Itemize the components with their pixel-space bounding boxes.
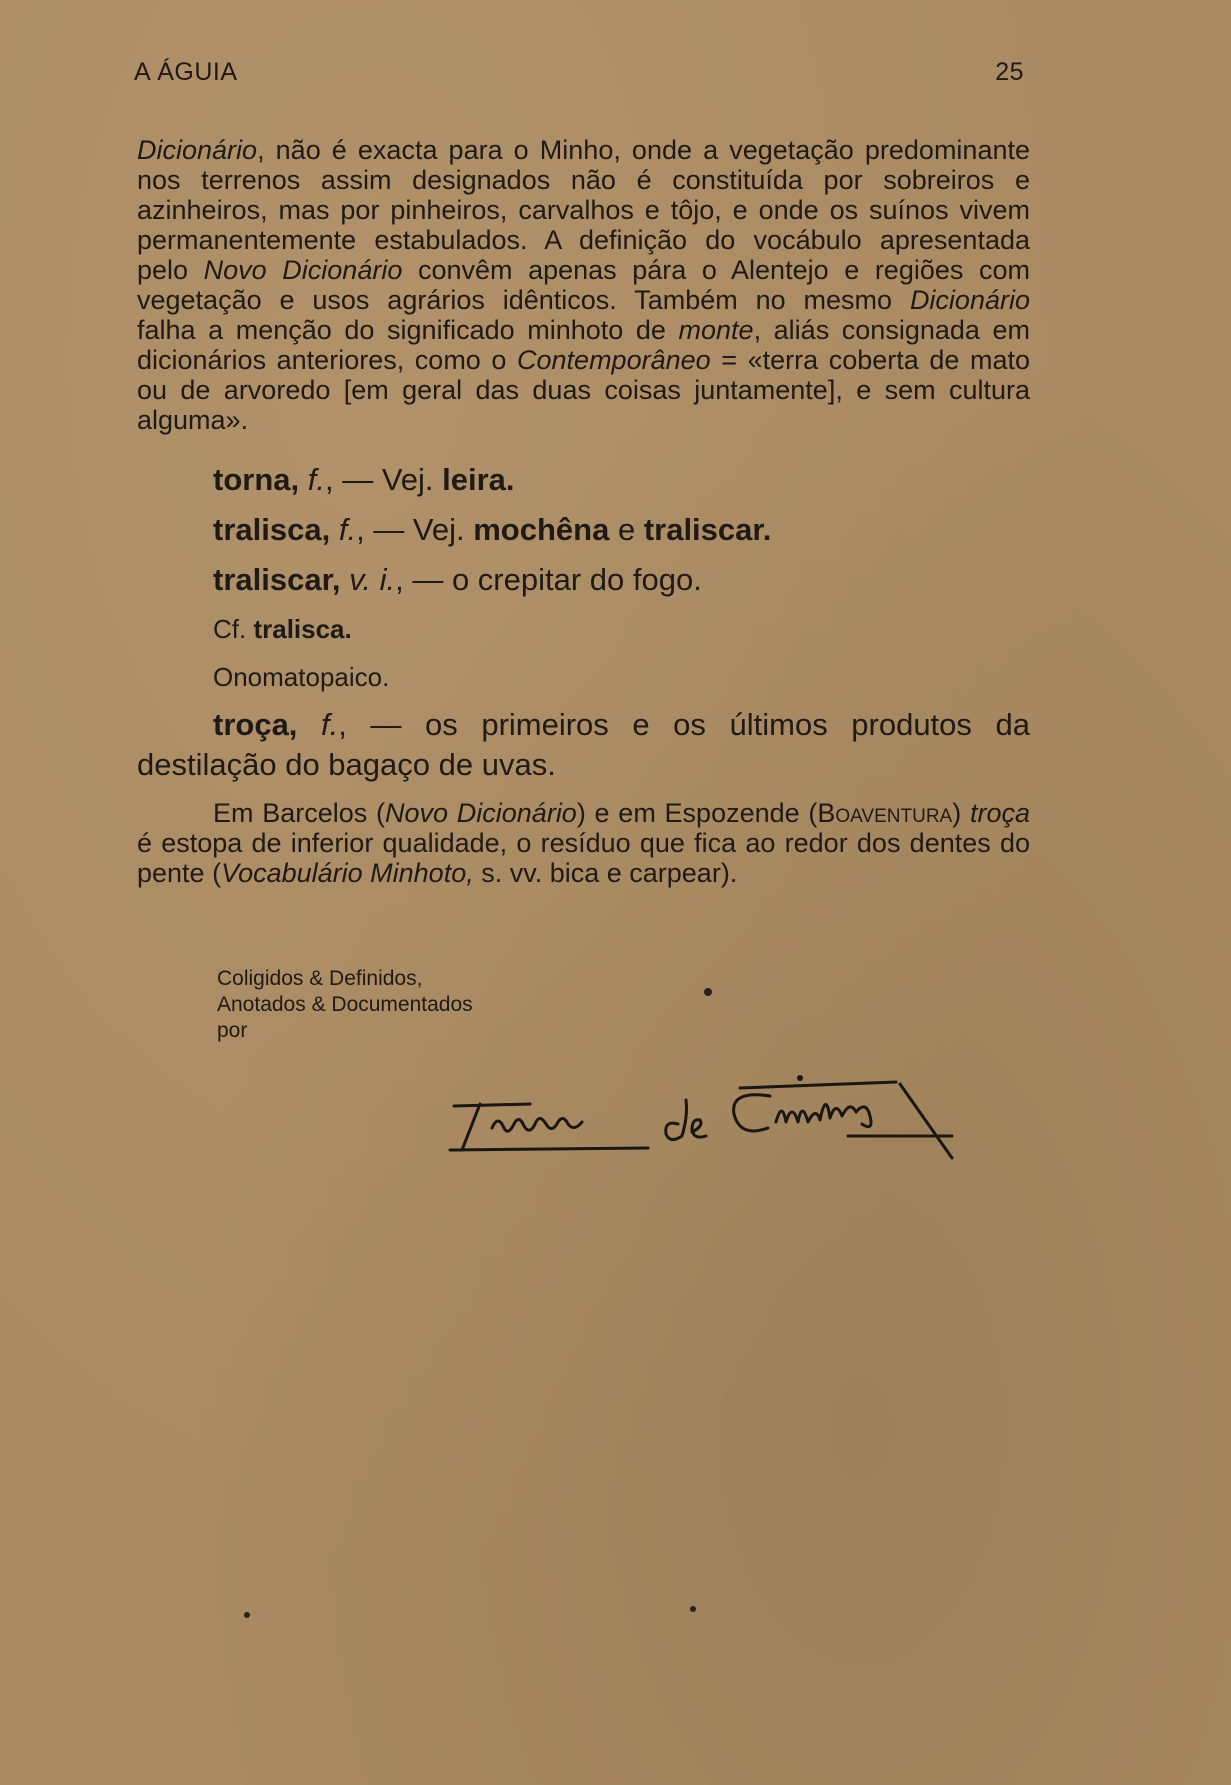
ref-dicionario: Dicionário xyxy=(137,135,258,165)
paragraph-text-1: , não é exacta para o Minho, onde a vegetação predominante nos terrenos assim designados não é constituída por sobreiros e azinheiros, mas por pinheiros, carvalhos e tôjo, e onde os suínos vivem permanentemente estabulados. A definição do vocábulo apresentada pelo xyxy=(137,135,1030,285)
journal-title: A ÁGUIA xyxy=(134,58,238,86)
conj-e: e xyxy=(609,512,644,547)
barcelos-text-3: ) xyxy=(952,798,962,828)
ref-dicionario-2: Dicionário xyxy=(909,285,1030,315)
ref-traliscar: traliscar. xyxy=(643,512,772,547)
entry-tralisca-text: , — Vej. xyxy=(356,512,474,547)
entry-cf xyxy=(137,605,1030,653)
closing-credits xyxy=(217,966,473,1044)
closing-line-1: Coligidos & Definidos, xyxy=(217,967,423,990)
entry-torna-text: , — Vej. xyxy=(324,462,443,497)
entry-traliscar xyxy=(137,555,1030,605)
ref-vocabulario-minhoto: Vocabulário Minhoto, xyxy=(221,858,474,888)
closing-line-2: Anotados & Documentados xyxy=(217,993,473,1016)
headword-tralisca: tralisca, xyxy=(213,512,331,547)
paragraph-barcelos xyxy=(137,798,1030,888)
ref-leira: leira. xyxy=(442,462,515,497)
barcelos-text-4: é estopa de inferior qualidade, o resíduo que fica ao redor dos dentes do pente ( xyxy=(137,828,1030,888)
running-head xyxy=(134,58,1024,87)
barcelos-text-1: Em Barcelos ( xyxy=(213,798,386,828)
pos-troca: f. xyxy=(321,707,339,742)
entry-tralisca xyxy=(137,505,1030,555)
cf-label: Cf. xyxy=(213,614,254,644)
headword-traliscar: traliscar, xyxy=(213,562,341,597)
barcelos-text-5: s. vv. bica e carpear). xyxy=(473,858,738,888)
entry-troca xyxy=(137,705,1030,785)
page-number: 25 xyxy=(995,58,1024,86)
ref-contemporaneo: Contemporâneo xyxy=(517,345,711,375)
pos-torna: f. xyxy=(307,462,325,497)
term-monte: monte xyxy=(678,315,754,345)
ref-mochena: mochêna xyxy=(473,512,610,547)
ref-tralisca: tralisca. xyxy=(253,614,352,644)
headword-torna: torna, xyxy=(213,462,300,497)
entry-troca-text: , — os primeiros e os últimos produtos da destilação do bagaço de uvas. xyxy=(137,707,1030,782)
dictionary-entries xyxy=(137,455,1030,701)
ref-novo-dicionario-2: Novo Dicionário xyxy=(385,798,577,828)
entry-onomatopaico: Onomatopaico. xyxy=(213,662,390,692)
entry-traliscar-text: , — o crepitar do fogo. xyxy=(395,562,702,597)
ref-boaventura: Boaventura xyxy=(817,798,953,828)
paragraph-dicionario xyxy=(137,135,1030,435)
pos-traliscar: v. i. xyxy=(349,562,396,597)
paragraph-text-4: , aliás consignada em dicionários anteriores, como o xyxy=(137,315,1031,375)
signature-image xyxy=(440,1058,1040,1178)
headword-troca: troça, xyxy=(213,707,298,742)
ref-novo-dicionario: Novo Dicionário xyxy=(203,255,403,285)
ink-speck xyxy=(690,1606,696,1612)
paragraph-text-3: falha a menção do significado minhoto de xyxy=(137,315,679,345)
paragraph-text-5: = «terra coberta de mato ou de arvoredo [em geral das duas coisas juntamente], e sem cultura alguma». xyxy=(137,345,1030,435)
ink-speck xyxy=(244,1612,250,1618)
paragraph-text-2: convêm apenas pára o Alentejo e regiões com vegetação e usos agrários idênticos. Também no mesmo xyxy=(137,255,1030,315)
ink-speck xyxy=(704,988,712,996)
barcelos-text-2: ) e em Espozende ( xyxy=(576,798,818,828)
entry-torna xyxy=(137,455,1030,505)
pos-tralisca: f. xyxy=(338,512,357,547)
closing-line-3: por xyxy=(217,1019,248,1042)
term-troca: troça xyxy=(969,798,1030,828)
